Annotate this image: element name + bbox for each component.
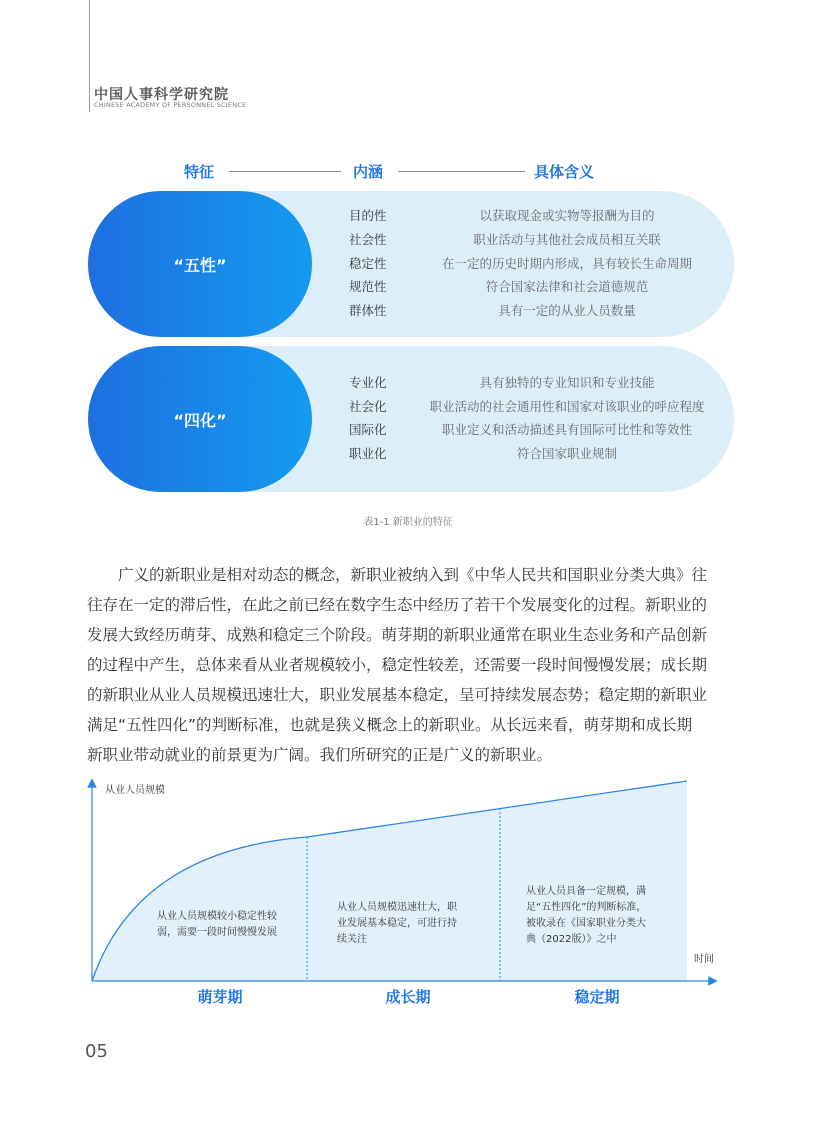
trait-term: 稳定性 — [349, 256, 387, 271]
header-feature: 特征 — [184, 163, 215, 181]
trait-term: 职业化 — [349, 446, 387, 461]
stage-desc-line: 从业人员具备一定规模，满 — [526, 886, 646, 897]
header-meaning: 具体含义 — [534, 163, 595, 181]
trait-term: 目的性 — [349, 208, 387, 223]
stage-label: 成长期 — [385, 988, 431, 1006]
stage-desc-line: 业发展基本稳定，可进行持 — [337, 918, 457, 929]
header-divider — [89, 0, 90, 112]
stage-label: 萌芽期 — [197, 988, 243, 1006]
stage-desc-line: 被收录在《国家职业分类大 — [526, 918, 646, 929]
trait-desc: 职业活动的社会通用性和国家对该职业的呼应程度 — [429, 399, 705, 414]
page-number: 05 — [85, 1041, 108, 1062]
trait-desc: 职业活动与其他社会成员相互关联 — [473, 232, 661, 247]
trait-desc: 以获取现金或实物等报酬为目的 — [479, 208, 655, 223]
stage-label: 稳定期 — [574, 988, 620, 1006]
trait-desc: 职业定义和活动描述具有国际可比性和等效性 — [441, 422, 692, 437]
body-line: 往存在一定的滞后性，在此之前已经在数字生态中经历了若干个发展变化的过程。新职业的 — [87, 596, 708, 614]
trait-term: 规范性 — [349, 279, 387, 294]
stage-chart — [85, 775, 725, 1015]
stage-desc-line: 续关注 — [337, 934, 367, 945]
header-connector-2 — [398, 171, 525, 172]
trait-term: 群体性 — [349, 303, 387, 318]
four-izations-badge — [88, 346, 312, 492]
five-traits-badge — [88, 191, 312, 337]
org-logo-en: CHINESE ACADEMY OF PERSONNEL SCIENCE — [94, 101, 247, 109]
header-connector-1 — [229, 171, 341, 172]
body-line: 满足“五性四化”的判断标准，也就是狭义概念上的新职业。从长远来看，萌芽期和成长期 — [87, 716, 693, 734]
trait-desc: 符合国家法律和社会道德规范 — [485, 279, 649, 294]
trait-desc: 符合国家职业规制 — [516, 446, 617, 461]
table-caption: 表1-1 新职业的特征 — [363, 517, 453, 528]
body-line: 新职业带动就业的前景更为广阔。我们所研究的正是广义的新职业。 — [87, 746, 553, 764]
y-axis-label: 从业人员规模 — [105, 785, 165, 796]
four-izations-label: “四化” — [173, 410, 227, 430]
stage-desc-line: 从业人员规模较小稳定性较 — [157, 911, 277, 922]
body-line: 发展大致经历萌芽、成熟和稳定三个阶段。萌芽期的新职业通常在职业生态业务和产品创新 — [87, 626, 708, 644]
header-connotation: 内涵 — [353, 163, 384, 181]
trait-desc: 具有一定的从业人员数量 — [498, 303, 636, 318]
stage-desc-line: 足“五性四化”的判断标准， — [526, 902, 647, 913]
trait-term: 国际化 — [349, 422, 387, 437]
org-logo-cn: 中国人事科学研究院 — [94, 87, 229, 103]
body-line: 广义的新职业是相对动态的概念，新职业被纳入到《中华人民共和国职业分类大典》往 — [118, 566, 708, 584]
x-axis-label: 时间 — [694, 954, 714, 965]
stage-desc-line: 从业人员规模迅速壮大，职 — [337, 902, 457, 913]
five-traits-label: “五性” — [173, 255, 227, 275]
trait-term: 专业化 — [349, 375, 387, 390]
growth-area — [92, 781, 687, 981]
trait-desc: 在一定的历史时期内形成，具有较长生命周期 — [441, 256, 692, 271]
trait-term: 社会性 — [349, 232, 387, 247]
body-line: 的过程中产生，总体来看从业者规模较小，稳定性较差，还需要一段时间慢慢发展；成长期 — [87, 656, 708, 674]
stage-desc-line: 典（2022版）》之中 — [526, 934, 617, 945]
body-paragraph — [87, 560, 733, 770]
trait-term: 社会化 — [349, 399, 387, 414]
trait-desc: 具有独特的专业知识和专业技能 — [479, 375, 655, 390]
body-line: 的新职业从业人员规模迅速壮大，职业发展基本稳定，呈可持续发展态势；稳定期的新职业 — [87, 686, 708, 704]
stage-desc-line: 弱，需要一段时间慢慢发展 — [157, 927, 277, 938]
